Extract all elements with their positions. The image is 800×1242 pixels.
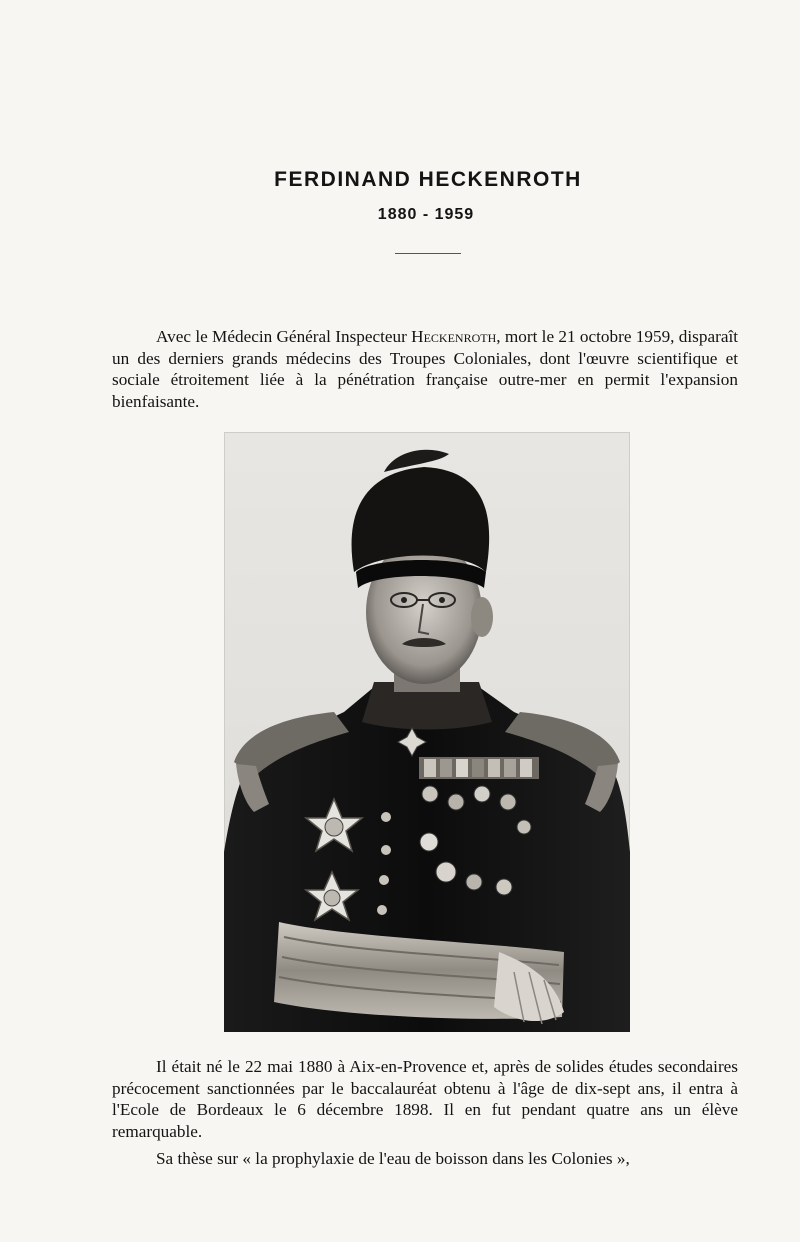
thesis-paragraph [112,1148,738,1170]
page-title: FERDINAND HECKENROTH [274,168,582,191]
intro-paragraph [112,326,738,412]
portrait-illustration [224,432,630,1032]
title-divider [395,253,461,254]
subject-name: Heckenroth [411,327,497,346]
portrait-photo [224,432,630,1032]
intro-lead: Avec le Médecin Général Inspecteur [156,327,412,346]
life-dates: 1880 - 1959 [377,206,475,223]
intro-rest: , mort le 21 octobre 1959, disparaît un des derniers grands médecins des Troupes Coloniales, dont l'œuvre scientifique et sociale étroitement liée à la pénétration française outre-mer en permit l'expansion bienfaisante. [112,327,738,411]
birth-text: Il était né le 22 mai 1880 à Aix-en-Provence et, après de solides études secondaires précocement sanctionnées par le baccalauréat obtenu à l'âge de dix-sept ans, il entra à l'Ecole de Bordeaux le 6 décembre 1898. Il en fut pendant quatre ans un élève remarquable. [112,1057,738,1141]
thesis-text: Sa thèse sur « la prophylaxie de l'eau de boisson dans les Colonies », [156,1149,630,1168]
birth-paragraph [112,1056,738,1142]
